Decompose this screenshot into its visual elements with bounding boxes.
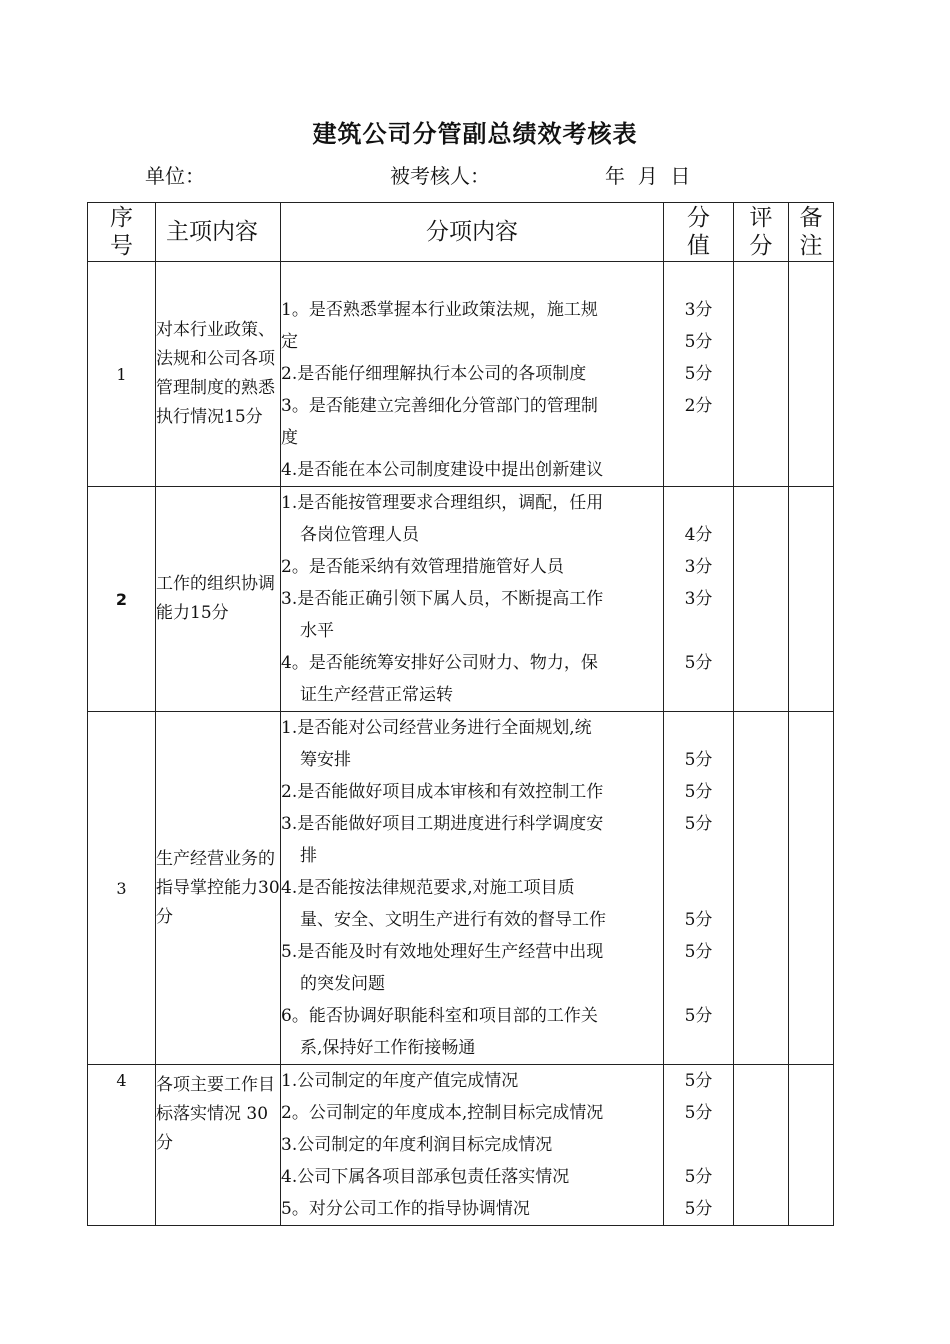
row-sub-items [281, 262, 664, 487]
note-cell[interactable] [789, 262, 834, 487]
header-seq: 序号 [88, 203, 156, 262]
score-value: 5分 [684, 910, 713, 930]
sub-item-line: 1.公司制定的年度产值完成情况 [281, 1071, 519, 1091]
sub-item-line: 4。是否能统筹安排好公司财力、物力，保 [281, 653, 598, 673]
sub-item-line [281, 262, 663, 294]
page-title: 建筑公司分管副总绩效考核表 [312, 120, 638, 148]
score-value: 5分 [684, 814, 713, 834]
sub-item-line: 3.公司制定的年度利润目标完成情况 [281, 1135, 553, 1155]
table-row [88, 262, 834, 487]
note-cell[interactable] [789, 712, 834, 1065]
rating-cell[interactable] [734, 262, 789, 487]
examinee-label: 被考核人： [390, 164, 490, 188]
sub-item-line: 1.是否能按管理要求合理组织，调配，任用 [281, 493, 604, 513]
header-rating: 评分 [734, 203, 789, 262]
row-seq: 3 [88, 712, 156, 1065]
sub-item-line: 2.是否能仔细理解执行本公司的各项制度 [281, 364, 587, 384]
sub-item-line: 6。能否协调好职能科室和项目部的工作关 [281, 1006, 598, 1026]
score-value: 5分 [684, 1071, 713, 1091]
row-sub-items [281, 487, 664, 712]
sub-item-line: 证生产经营正常运转 [300, 685, 453, 705]
sub-item-line: 2.是否能做好项目成本审核和有效控制工作 [281, 782, 604, 802]
sub-item-line: 2。公司制定的年度成本,控制目标完成情况 [281, 1103, 604, 1123]
sub-item-line: 排 [300, 846, 317, 866]
note-cell[interactable] [789, 487, 834, 712]
score-value: 3分 [684, 557, 713, 577]
score-value: 5分 [684, 364, 713, 384]
table-header-row [88, 203, 834, 262]
sub-item-line: 3.是否能正确引领下属人员，不断提高工作 [281, 589, 604, 609]
rating-cell[interactable] [734, 1065, 789, 1226]
score-value [664, 712, 733, 744]
score-value: 5分 [684, 1006, 713, 1026]
row-seq: 4 [88, 1065, 156, 1226]
sub-item-line: 4.公司下属各项目部承包责任落实情况 [281, 1167, 570, 1187]
score-value: 5分 [684, 1199, 713, 1219]
score-value [664, 1032, 733, 1064]
score-value: 5分 [684, 653, 713, 673]
score-value [664, 968, 733, 1000]
row-main-item: 各项主要工作目标落实情况 30分 [156, 1065, 281, 1226]
row-scores [664, 262, 734, 487]
sub-item-line: 3。是否能建立完善细化分管部门的管理制 [281, 396, 598, 416]
score-value [664, 454, 733, 486]
score-value [664, 872, 733, 904]
score-value: 5分 [684, 1103, 713, 1123]
evaluation-table [87, 202, 834, 1226]
table-row [88, 1065, 834, 1226]
sub-item-line: 1。是否熟悉掌握本行业政策法规，施工规 [281, 300, 598, 320]
unit-label: 单位： [145, 164, 205, 188]
score-value: 5分 [684, 750, 713, 770]
score-value [664, 840, 733, 872]
row-scores [664, 487, 734, 712]
sub-item-line: 5。对分公司工作的指导协调情况 [281, 1199, 530, 1219]
sub-item-line: 4.是否能按法律规范要求,对施工项目质 [281, 878, 575, 898]
score-value: 5分 [684, 942, 713, 962]
score-value: 5分 [684, 1167, 713, 1187]
sub-item-line: 4.是否能在本公司制度建设中提出创新建议 [281, 460, 604, 480]
score-value: 3分 [684, 589, 713, 609]
sub-item-line: 定 [281, 332, 298, 352]
header-note: 备注 [789, 203, 834, 262]
sub-item-line: 2。是否能采纳有效管理措施管好人员 [281, 557, 564, 577]
date-label: 年 月 日 [605, 164, 691, 188]
score-value: 3分 [684, 300, 713, 320]
row-seq: 1 [88, 262, 156, 487]
sub-item-line: 1.是否能对公司经营业务进行全面规划,统 [281, 718, 592, 738]
score-value [664, 615, 733, 647]
rating-cell[interactable] [734, 712, 789, 1065]
score-value: 5分 [684, 782, 713, 802]
table-row [88, 712, 834, 1065]
table-row [88, 487, 834, 712]
sub-item-line: 水平 [300, 621, 334, 641]
sub-item-line: 系,保持好工作衔接畅通 [300, 1038, 476, 1058]
score-value [664, 422, 733, 454]
row-sub-items [281, 1065, 664, 1226]
row-scores [664, 712, 734, 1065]
sub-item-line: 的突发问题 [300, 974, 385, 994]
header-score: 分值 [664, 203, 734, 262]
sub-item-line: 量、安全、文明生产进行有效的督导工作 [300, 910, 606, 930]
header-main: 主项内容 [156, 203, 281, 262]
header-sub: 分项内容 [281, 203, 664, 262]
score-value [664, 262, 733, 294]
note-cell[interactable] [789, 1065, 834, 1226]
sub-item-line: 各岗位管理人员 [300, 525, 419, 545]
row-seq: 2 [88, 487, 156, 712]
sub-item-line: 筹安排 [300, 750, 351, 770]
score-value [664, 487, 733, 519]
row-sub-items [281, 712, 664, 1065]
sub-item-line: 5.是否能及时有效地处理好生产经营中出现 [281, 942, 604, 962]
sub-item-line: 度 [281, 428, 298, 448]
rating-cell[interactable] [734, 487, 789, 712]
row-main-item: 工作的组织协调能力15分 [156, 487, 281, 712]
score-value: 4分 [684, 525, 713, 545]
row-scores [664, 1065, 734, 1226]
score-value: 5分 [684, 332, 713, 352]
sub-item-line: 3.是否能做好项目工期进度进行科学调度安 [281, 814, 604, 834]
score-value [664, 1129, 733, 1161]
score-value [664, 679, 733, 711]
row-main-item: 对本行业政策、法规和公司各项管理制度的熟悉执行情况15分 [156, 262, 281, 487]
score-value: 2分 [684, 396, 713, 416]
row-main-item: 生产经营业务的指导掌控能力30分 [156, 712, 281, 1065]
